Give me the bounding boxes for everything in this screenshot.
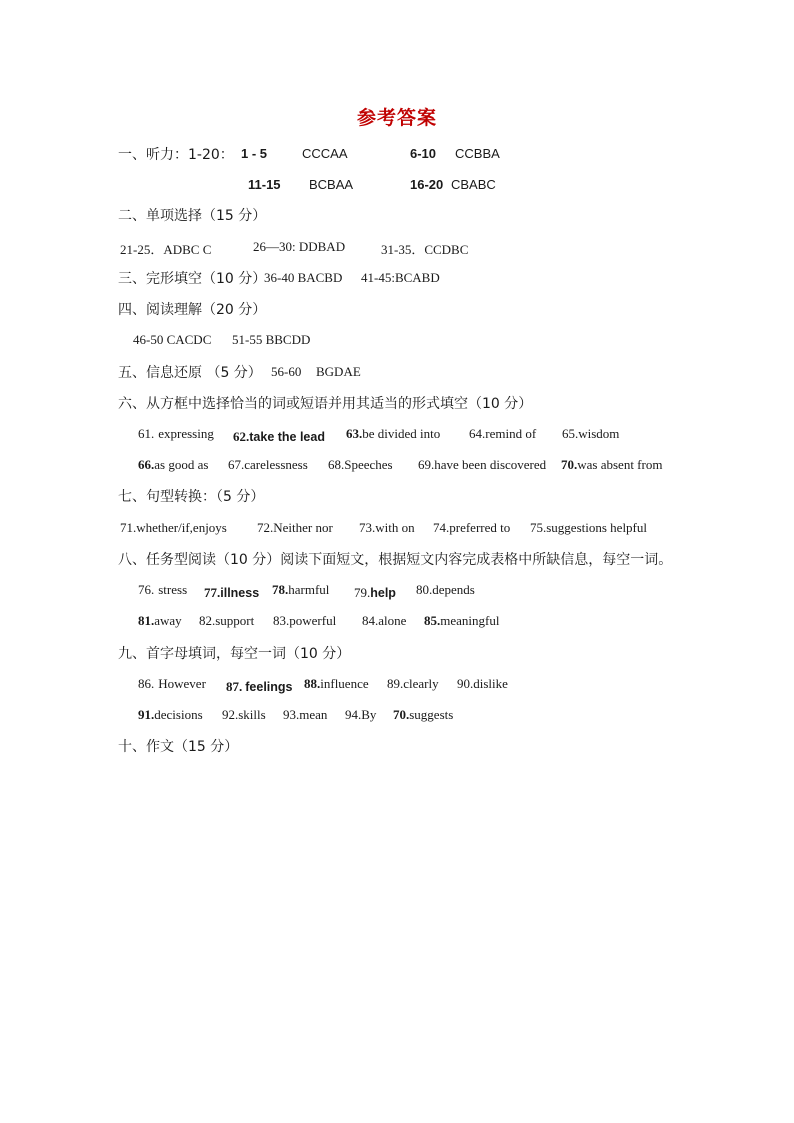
answer-77-num: 77. [204, 585, 221, 600]
answer-69 [418, 457, 546, 473]
answer-66 [138, 457, 208, 473]
answer-94 [345, 707, 376, 723]
listening-label: 一、听力：1-20： [118, 147, 234, 163]
answer-87-text: feelings [245, 680, 293, 694]
answer-81-text: away [154, 613, 182, 628]
answer-89-text: clearly [403, 676, 439, 691]
answer-93 [283, 707, 327, 723]
answer-81-num: 81. [138, 613, 155, 628]
answer-78 [272, 582, 329, 598]
answer-85 [424, 613, 499, 629]
section-2-answer-3: 31-35．CCDBC [381, 242, 469, 257]
answer-61 [138, 426, 214, 442]
answer-67-text: carelessness [244, 457, 308, 472]
section-9-heading: 九、首字母填词，每空一词（10 分） [118, 646, 351, 662]
answer-70-b-num: 70. [393, 707, 410, 722]
section-2-answer-2: 26—30: DDBAD [253, 239, 346, 254]
answer-86-text: However [158, 676, 206, 691]
answer-66-text: as good as [154, 457, 209, 472]
answer-94-text: By [361, 707, 377, 722]
answer-87 [226, 676, 293, 695]
section-8-heading: 八、任务型阅读（10 分）阅读下面短文，根据短文内容完成表格中所缺信息，每空一词。 [118, 552, 673, 568]
answer-88-num: 88. [304, 676, 321, 691]
answer-61-num: 61. [138, 426, 155, 441]
answer-67 [228, 457, 308, 473]
answer-62 [233, 426, 325, 445]
answer-69-num: 69. [418, 457, 435, 472]
answer-76-num: 76. [138, 582, 155, 597]
section-5-heading: 五、信息还原 （5 分） [118, 365, 262, 381]
answer-80 [416, 582, 475, 598]
answer-87-num: 87. [226, 679, 243, 694]
answer-83-num: 83. [273, 613, 290, 628]
answer-65 [562, 426, 619, 442]
answer-70-a-text: was absent from [577, 457, 663, 472]
answer-82 [199, 613, 254, 629]
answer-73: 73.with on [359, 520, 415, 535]
section-2-answer-1: 21-25．ADBC C [120, 242, 212, 257]
page-title: 参考答案 [356, 107, 437, 129]
answer-84 [362, 613, 406, 629]
answer-75: 75.suggestions helpful [530, 520, 647, 535]
answer-63 [346, 426, 440, 442]
answer-72: 72.Neither nor [257, 520, 333, 535]
listening-range-2: 6-10 [410, 146, 437, 161]
answer-85-num: 85. [424, 613, 441, 628]
answer-69-text: have been discovered [434, 457, 547, 472]
answer-80-text: depends [432, 582, 475, 597]
answer-81 [138, 613, 182, 629]
listening-answers-2: CCBBA [455, 146, 500, 161]
answer-65-text: wisdom [578, 426, 620, 441]
answer-61-text: expressing [158, 426, 214, 441]
section-3-answer-1: 36-40 BACBD [264, 270, 343, 285]
answer-77 [204, 582, 259, 601]
listening-range-4: 16-20 [410, 177, 444, 192]
answer-68-text: Speeches [344, 457, 393, 472]
section-5-answers: BGDAE [316, 364, 361, 379]
answer-76 [138, 582, 187, 598]
answer-89 [387, 676, 439, 692]
answer-82-num: 82. [199, 613, 216, 628]
answer-83-text: powerful [289, 613, 337, 628]
section-10-heading: 十、作文（15 分） [118, 739, 239, 755]
answer-92 [222, 707, 266, 723]
answer-68-num: 68. [328, 457, 345, 472]
answer-74: 74.preferred to [433, 520, 511, 535]
section-3-answer-2: 41-45:BCABD [361, 270, 440, 285]
answer-83 [273, 613, 336, 629]
answer-91 [138, 707, 203, 723]
answer-85-text: meaningful [440, 613, 500, 628]
answer-77-text: illness [220, 586, 260, 600]
answer-70-a-num: 70. [561, 457, 578, 472]
listening-answers-3: BCBAA [309, 177, 354, 192]
answer-90-num: 90. [457, 676, 474, 691]
answer-88-text: influence [320, 676, 369, 691]
answer-82-text: support [215, 613, 255, 628]
answer-79-num: 79. [354, 585, 371, 600]
answer-90-text: dislike [473, 676, 508, 691]
listening-range-3: 11-15 [248, 177, 281, 192]
answer-65-num: 65. [562, 426, 579, 441]
listening-range-1: 1 - 5 [241, 146, 268, 161]
answer-84-text: alone [378, 613, 407, 628]
answer-62-text: take the lead [249, 430, 325, 444]
section-5-range: 56-60 [271, 364, 302, 379]
answer-80-num: 80. [416, 582, 433, 597]
answer-91-num: 91. [138, 707, 155, 722]
answer-70-a [561, 457, 662, 473]
listening-answers-4: CBABC [451, 177, 496, 192]
answer-67-num: 67. [228, 457, 245, 472]
section-6-heading: 六、从方框中选择恰当的词或短语并用其适当的形式填空（10 分） [118, 396, 533, 412]
section-2-heading: 二、单项选择（15 分） [118, 208, 267, 224]
answer-93-text: mean [299, 707, 328, 722]
answer-92-text: skills [238, 707, 266, 722]
answer-78-text: harmful [288, 582, 330, 597]
answer-89-num: 89. [387, 676, 404, 691]
section-3-heading: 三、完形填空（10 分） [118, 271, 267, 287]
answer-79-text: help [370, 586, 396, 600]
section-4-heading: 四、阅读理解（20 分） [118, 302, 267, 318]
answer-78-num: 78. [272, 582, 289, 597]
answer-76-text: stress [158, 582, 188, 597]
answer-63-text: be divided into [362, 426, 441, 441]
answer-71: 71.whether/if,enjoys [120, 520, 227, 535]
answer-90 [457, 676, 508, 692]
answer-92-num: 92. [222, 707, 239, 722]
answer-79 [354, 582, 396, 601]
answer-66-num: 66. [138, 457, 155, 472]
answer-64-num: 64. [469, 426, 486, 441]
answer-88 [304, 676, 369, 692]
answer-70-b [393, 707, 453, 723]
answer-70-b-text: suggests [409, 707, 454, 722]
section-4-answer-2: 51-55 BBCDD [232, 332, 311, 347]
answer-91-text: decisions [154, 707, 203, 722]
answer-86 [138, 676, 206, 692]
section-4-answer-1: 46-50 CACDC [133, 332, 212, 347]
listening-answers-1: CCCAA [302, 146, 348, 161]
answer-68 [328, 457, 393, 473]
answer-84-num: 84. [362, 613, 379, 628]
answer-86-num: 86. [138, 676, 155, 691]
answer-62-num: 62. [233, 429, 250, 444]
section-7-heading: 七、句型转换：（5 分） [118, 489, 265, 505]
answer-93-num: 93. [283, 707, 300, 722]
answer-94-num: 94. [345, 707, 362, 722]
answer-64 [469, 426, 536, 442]
answer-63-num: 63. [346, 426, 363, 441]
answer-64-text: remind of [485, 426, 537, 441]
